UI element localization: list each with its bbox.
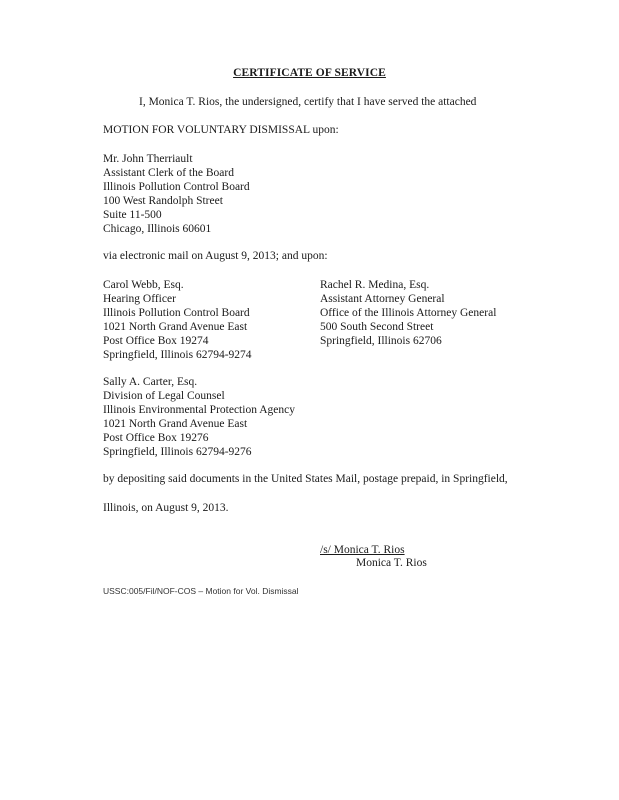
address-line: Office of the Illinois Attorney General: [320, 307, 497, 319]
address-line: Assistant Clerk of the Board: [103, 167, 234, 179]
intro-line-1: I, Monica T. Rios, the undersigned, certify that I have served the attached: [139, 96, 477, 108]
signer-name: Monica T. Rios: [356, 557, 427, 569]
address-line: Springfield, Illinois 62794-9276: [103, 446, 252, 458]
address-line: Assistant Attorney General: [320, 293, 445, 305]
mail-service-line-2: Illinois, on August 9, 2013.: [103, 502, 229, 514]
address-line: 1021 North Grand Avenue East: [103, 418, 248, 430]
address-line: Illinois Pollution Control Board: [103, 181, 250, 193]
address-line: Illinois Pollution Control Board: [103, 307, 250, 319]
address-line: 100 West Randolph Street: [103, 195, 223, 207]
address-line: Springfield, Illinois 62794-9274: [103, 349, 252, 361]
mail-service-line-1: by depositing said documents in the United States Mail, postage prepaid, in Springfield,: [103, 473, 508, 485]
address-line: Mr. John Therriault: [103, 153, 193, 165]
page-title: CERTIFICATE OF SERVICE: [233, 67, 386, 79]
address-line: Illinois Environmental Protection Agency: [103, 404, 295, 416]
intro-line-2: MOTION FOR VOLUNTARY DISMISSAL upon:: [103, 124, 339, 136]
address-line: Sally A. Carter, Esq.: [103, 376, 198, 388]
address-line: Rachel R. Medina, Esq.: [320, 279, 430, 291]
address-line: Chicago, Illinois 60601: [103, 223, 212, 235]
address-line: Springfield, Illinois 62706: [320, 335, 442, 347]
address-line: Hearing Officer: [103, 293, 176, 305]
primary-recipient-address: [103, 152, 250, 236]
address-line: Post Office Box 19274: [103, 335, 209, 347]
via-email-text: via electronic mail on August 9, 2013; and upon:: [103, 250, 328, 262]
recipient-right-address: [320, 278, 496, 348]
address-line: Division of Legal Counsel: [103, 390, 225, 402]
electronic-signature: /s/ Monica T. Rios: [320, 544, 405, 556]
recipient-third-address: [103, 375, 295, 459]
address-line: 500 South Second Street: [320, 321, 434, 333]
address-line: Post Office Box 19276: [103, 432, 209, 444]
address-line: 1021 North Grand Avenue East: [103, 321, 248, 333]
footer-document-reference: USSC:005/Fil/NOF-COS – Motion for Vol. Dismissal: [103, 586, 299, 596]
address-line: Carol Webb, Esq.: [103, 279, 184, 291]
address-line: Suite 11-500: [103, 209, 162, 221]
recipient-left-address: [103, 278, 252, 362]
